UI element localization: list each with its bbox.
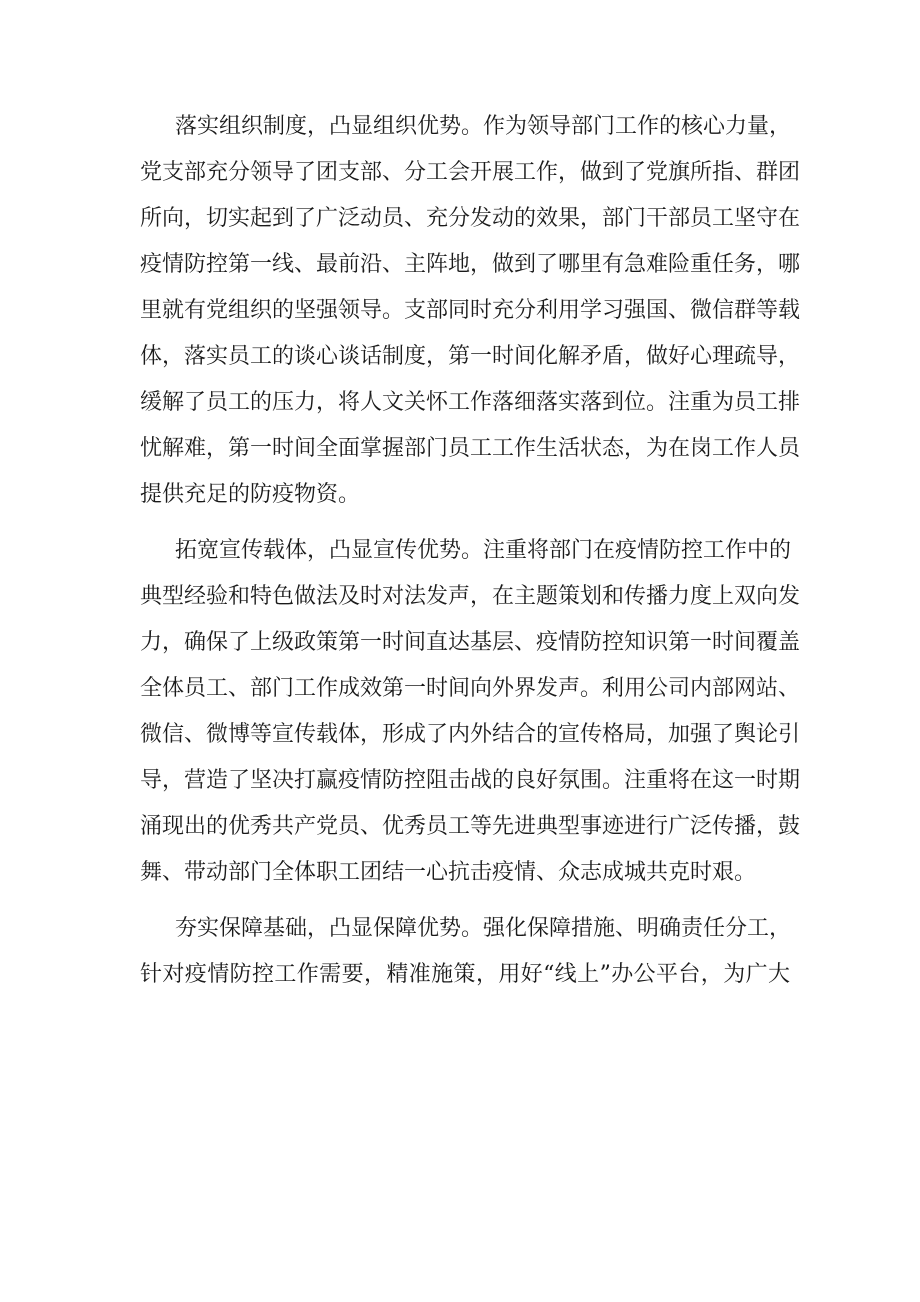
paragraph-support — [140, 906, 790, 998]
text-line: 力，确保了上级政策第一时间直达基层、疫情防控知识第一时间覆盖 — [140, 630, 801, 655]
text-line: 全体员工、部门工作成效第一时间向外界发声。利用公司内部网站、 — [140, 676, 801, 701]
text-line: 忧解难，第一时间全面掌握部门员工工作生活状态，为在岗工作人员 — [140, 436, 801, 461]
text-line: 舞、带动部门全体职工团结一心抗击疫情、众志成城共克时艰。 — [140, 860, 757, 885]
text-line: 导，营造了坚决打赢疫情防控阻击战的良好氛围。注重将在这一时期 — [140, 768, 801, 793]
text-line: 所向，切实起到了广泛动员、充分发动的效果，部门干部员工坚守在 — [140, 206, 801, 231]
text-line: 党支部充分领导了团支部、分工会开展工作，做到了党旗所指、群团 — [140, 160, 801, 185]
text-line: 针对疫情防控工作需要，精准施策，用好“线上”办公平台，为广大 — [140, 962, 790, 987]
text-line: 夯实保障基础，凸显保障优势。强化保障措施、明确责任分工， — [175, 916, 792, 941]
text-line: 微信、微博等宣传载体，形成了内外结合的宣传格局，加强了舆论引 — [140, 722, 801, 747]
text-line: 体，落实员工的谈心谈话制度，第一时间化解矛盾，做好心理疏导， — [140, 344, 801, 369]
text-line: 拓宽宣传载体，凸显宣传优势。注重将部门在疫情防控工作中的 — [175, 538, 792, 563]
text-line: 缓解了员工的压力，将人文关怀工作落细落实落到位。注重为员工排 — [140, 390, 801, 415]
text-line: 涌现出的优秀共产党员、优秀员工等先进典型事迹进行广泛传播，鼓 — [140, 814, 801, 839]
text-line: 典型经验和特色做法及时对法发声，在主题策划和传播力度上双向发 — [140, 584, 801, 609]
text-line: 提供充足的防疫物资。 — [140, 482, 361, 507]
paragraph-organization — [140, 104, 801, 518]
paragraph-publicity — [140, 528, 801, 896]
text-line: 落实组织制度，凸显组织优势。作为领导部门工作的核心力量， — [175, 114, 792, 139]
document-body — [140, 104, 801, 1008]
text-line: 里就有党组织的坚强领导。支部同时充分利用学习强国、微信群等载 — [140, 298, 801, 323]
text-line: 疫情防控第一线、最前沿、主阵地，做到了哪里有急难险重任务，哪 — [140, 252, 801, 277]
